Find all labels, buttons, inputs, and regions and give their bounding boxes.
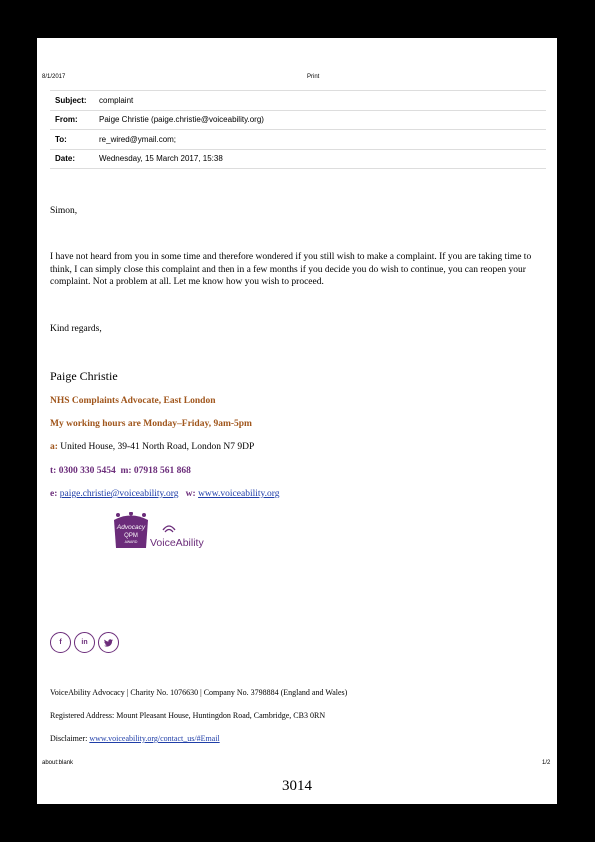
greeting: Simon,	[50, 206, 78, 216]
social-links	[50, 632, 119, 653]
email-meta-table	[50, 90, 546, 169]
email-link[interactable]: paige.christie@voiceability.org	[59, 489, 179, 499]
signature-role: NHS Complaints Advocate, East London	[50, 396, 216, 406]
footer-charity: VoiceAbility Advocacy | Charity No. 1076630 | Company No. 3798884 (England and Wales)	[50, 688, 348, 697]
print-page-count: 1/2	[542, 760, 551, 766]
print-date: 8/1/2017	[42, 74, 66, 80]
print-url: about:blank	[42, 760, 74, 766]
print-title: Print	[307, 74, 320, 80]
signature-contacts: e: paige.christie@voiceability.org w: www.voiceability.org	[50, 489, 280, 499]
facebook-icon[interactable]: f	[50, 632, 71, 653]
page-number: 3014	[282, 778, 312, 794]
meta-row-subject: Subject: complaint	[50, 90, 546, 110]
signature-address: a: United House, 39-41 North Road, London N7 9DP	[50, 442, 255, 452]
svg-text:AWARD: AWARD	[124, 540, 138, 544]
disclaimer-link[interactable]: www.voiceability.org/contact_us/#Email	[89, 734, 220, 743]
meta-row-date: Date: Wednesday, 15 March 2017, 15:38	[50, 149, 546, 170]
meta-row-from: From: Paige Christie (paige.christie@voiceability.org)	[50, 110, 546, 130]
footer-disclaimer: Disclaimer: www.voiceability.org/contact_us/#Email	[50, 734, 220, 743]
meta-row-to: To: re_wired@ymail.com;	[50, 129, 546, 149]
signature-name: Paige Christie	[50, 369, 118, 383]
signoff: Kind regards,	[50, 324, 102, 334]
website-link[interactable]: www.voiceability.org	[198, 489, 280, 499]
document-page	[37, 38, 557, 804]
svg-text:VoiceAbility: VoiceAbility	[150, 537, 204, 549]
message-body: I have not heard from you in some time and therefore wondered if you still wish to make a complaint. If you are taking time to think, I can simply close this complaint and then in a few months if you decide you do wish to continue, you can reopen your complaint. Not a problem at all. Let me know how you wish to proceed.	[50, 252, 532, 288]
linkedin-icon[interactable]: in	[74, 632, 95, 653]
footer-registered: Registered Address: Mount Pleasant House, Huntingdon Road, Cambridge, CB3 0RN	[50, 711, 326, 720]
svg-text:QPM: QPM	[124, 533, 138, 539]
signature-phones: t: 0300 330 5454 m: 07918 561 868	[50, 466, 191, 476]
svg-text:Advocacy: Advocacy	[116, 524, 146, 531]
twitter-icon[interactable]	[98, 632, 119, 653]
signature-hours: My working hours are Monday–Friday, 9am-5pm	[50, 419, 252, 429]
voiceability-logo	[112, 512, 212, 552]
